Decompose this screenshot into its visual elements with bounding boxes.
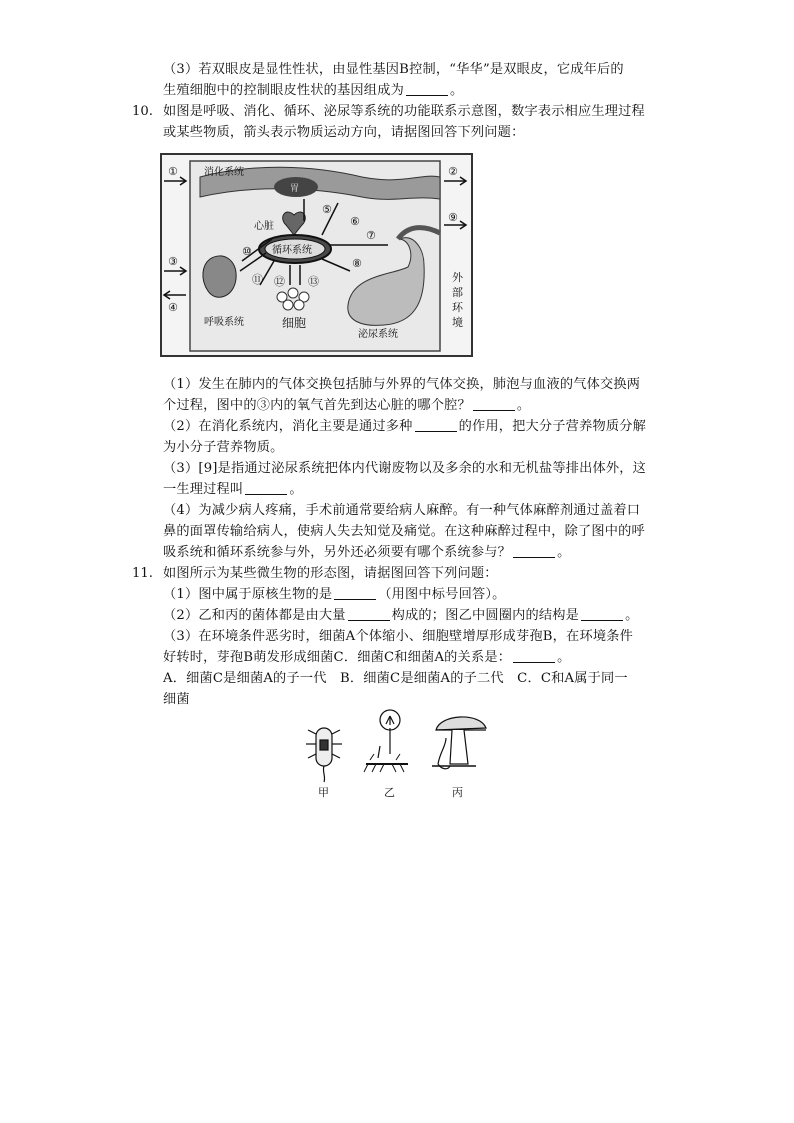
microorganism-figure bbox=[300, 706, 492, 800]
q10-p2-line1 bbox=[163, 417, 646, 437]
answer-blank[interactable] bbox=[348, 606, 390, 621]
label-n12: ⑫ bbox=[274, 275, 285, 288]
label-stomach: 胃 bbox=[290, 184, 300, 194]
q11-p3-text: 好转时，芽孢B萌发形成细菌C．细菌C和细菌A的关系是： bbox=[163, 650, 512, 665]
mold-illustration bbox=[364, 710, 408, 772]
q10-p2-text-b: 的作用，把大分子营养物质分解 bbox=[458, 419, 647, 434]
q10-p4-line2: 鼻的面罩传输给病人，使病人失去知觉及痛觉。在这种麻醉过程中，除了图中的呼 bbox=[163, 524, 645, 539]
q10-p1-line1: （1）发生在肺内的气体交换包括肺与外界的气体交换，肺泡与血液的气体交换两 bbox=[163, 377, 641, 392]
q10-p2-text-a: （2）在消化系统内，消化主要是通过多种 bbox=[163, 419, 413, 434]
label-heart: 心脏 bbox=[254, 221, 274, 232]
answer-blank[interactable] bbox=[581, 606, 623, 621]
label-circulation: 循环系统 bbox=[272, 245, 312, 256]
answer-blank[interactable] bbox=[513, 543, 555, 558]
q11-p1-text-b: （用图中标号回答）。 bbox=[378, 587, 506, 602]
question-number-11: 11. bbox=[132, 566, 153, 581]
answer-blank[interactable] bbox=[334, 585, 376, 600]
q9-part3-line2 bbox=[163, 81, 463, 101]
q11-p1 bbox=[163, 585, 506, 605]
label-n1: ① bbox=[168, 165, 178, 178]
answer-blank[interactable] bbox=[415, 417, 457, 432]
q10-stem-line2: 或某些物质，箭头表示物质运动方向，请据图回答下列问题： bbox=[163, 125, 525, 140]
q10-p4-end: 。 bbox=[557, 545, 571, 560]
label-bing: 丙 bbox=[452, 786, 463, 799]
q11-p1-text-a: （1）图中属于原核生物的是 bbox=[163, 587, 333, 602]
q11-p3-end: 。 bbox=[557, 650, 571, 665]
answer-blank[interactable] bbox=[245, 480, 287, 495]
q11-options-line1: A．细菌C是细菌A的子一代 B．细菌C是细菌A的子二代 C．C和A属于同一 bbox=[163, 671, 628, 686]
label-cells: 细胞 bbox=[282, 316, 307, 330]
label-external-2: 部 bbox=[452, 286, 463, 299]
q10-p4-line3 bbox=[163, 543, 570, 563]
q10-stem-line1: 如图是呼吸、消化、循环、泌尿等系统的功能联系示意图，数字表示相应生理过程 bbox=[163, 104, 645, 119]
label-n3: ③ bbox=[168, 255, 178, 268]
q10-p4-text: 吸系统和循环系统参与外，另外还必须要有哪个系统参与？ bbox=[163, 545, 512, 560]
q10-p1-end: 。 bbox=[516, 398, 531, 413]
q10-p3-end: 。 bbox=[289, 482, 303, 497]
label-n11: ⑪ bbox=[252, 273, 263, 286]
q11-options-line2: 细菌 bbox=[163, 692, 190, 707]
bacterium-illustration bbox=[306, 728, 342, 782]
label-external-4: 境 bbox=[452, 316, 463, 329]
q11-p2 bbox=[163, 606, 638, 626]
label-external-1: 外 bbox=[452, 271, 463, 284]
label-n4: ④ bbox=[168, 301, 178, 314]
q10-p1-text: 个过程，图中的③内的氧气首先到达心脏的哪个腔？ bbox=[163, 398, 471, 413]
answer-blank[interactable] bbox=[513, 648, 555, 663]
question-number-10: 10. bbox=[132, 104, 153, 119]
label-yi: 乙 bbox=[384, 786, 395, 799]
label-n6: ⑥ bbox=[350, 215, 360, 228]
label-jia: 甲 bbox=[318, 786, 329, 799]
q11-p3-line2 bbox=[163, 648, 571, 668]
q9-part3-end: 。 bbox=[449, 83, 464, 98]
q10-p2-line2: 为小分子营养物质。 bbox=[163, 440, 284, 455]
q10-p1-line2 bbox=[163, 396, 530, 416]
q10-p3-line1: （3）[9]是指通过泌尿系统把体内代谢废物以及多余的水和无机盐等排出体外，这 bbox=[163, 461, 647, 476]
label-n5: ⑤ bbox=[322, 203, 332, 216]
label-n13: ⑬ bbox=[308, 275, 319, 288]
label-n7: ⑦ bbox=[366, 229, 376, 242]
label-external-3: 环 bbox=[452, 301, 463, 314]
label-n8: ⑧ bbox=[352, 257, 362, 270]
q10-p4-line1: （4）为减少病人疼痛，手术前通常要给病人麻醉。有一种气体麻醉剂通过盖着口 bbox=[163, 503, 641, 518]
q9-part3-line1: （3）若双眼皮是显性性状，由显性基因B控制，“华华”是双眼皮，它成年后的 bbox=[163, 62, 624, 77]
label-n10: ⑩ bbox=[242, 245, 252, 258]
label-urinary: 泌尿系统 bbox=[358, 329, 398, 340]
mushroom-illustration bbox=[432, 717, 486, 769]
answer-blank[interactable] bbox=[473, 396, 515, 411]
answer-blank[interactable] bbox=[406, 81, 448, 96]
q11-p3-line1: （3）在环境条件恶劣时，细菌A个体缩小、细胞壁增厚形成芽孢B，在环境条件 bbox=[163, 629, 633, 644]
label-n9: ⑨ bbox=[448, 211, 458, 224]
label-digestive: 消化系统 bbox=[204, 167, 244, 178]
q11-stem: 如图所示为某些微生物的形态图，请据图回答下列问题： bbox=[163, 566, 498, 581]
q11-p2-text-b: 构成的；图乙中圆圈内的结构是 bbox=[391, 608, 580, 623]
q10-p3-line2 bbox=[163, 480, 303, 500]
q11-p2-text-a: （2）乙和丙的菌体都是由大量 bbox=[163, 608, 346, 623]
q11-p2-end: 。 bbox=[625, 608, 639, 623]
label-n2: ② bbox=[448, 165, 458, 178]
label-respiratory: 呼吸系统 bbox=[204, 317, 244, 328]
q10-p3-text: 一生理过程叫 bbox=[163, 482, 244, 497]
q9-part3-text: 生殖细胞中的控制眼皮性状的基因组成为 bbox=[163, 83, 404, 98]
physiology-diagram bbox=[160, 153, 473, 357]
